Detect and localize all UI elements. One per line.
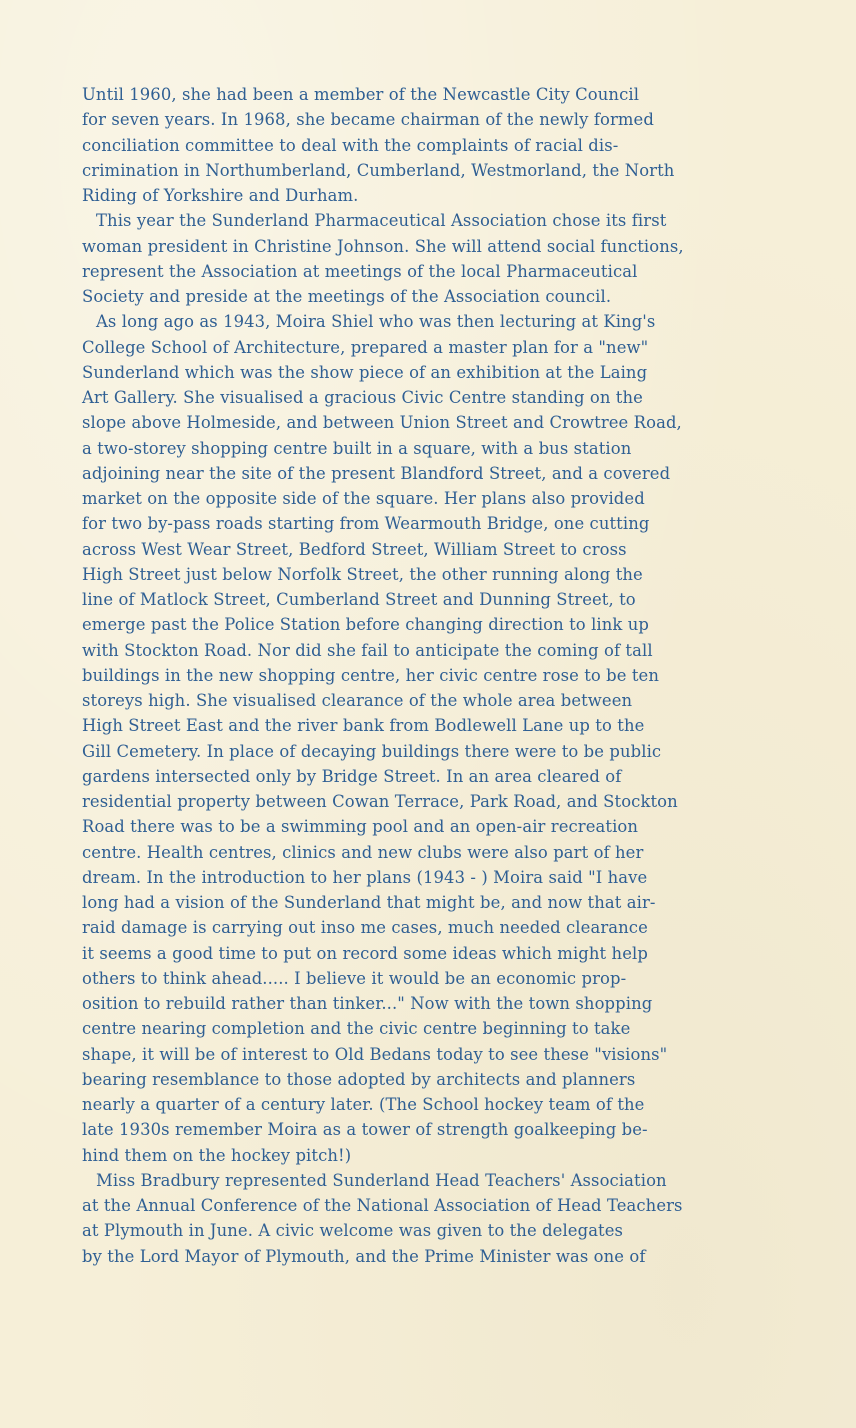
text-line: College School of Architecture, prepared a master plan for a "new" <box>82 337 649 357</box>
text-line: at Plymouth in June. A civic welcome was given to the delegates <box>82 1221 624 1241</box>
text-line: line of Matlock Street, Cumberland Street and Dunning Street, to <box>82 590 636 609</box>
text-line: osition to rebuild rather than tinker..." Now with the town shopping <box>82 994 653 1013</box>
text-line: across West Wear Street, Bedford Street, William Street to cross <box>82 539 627 559</box>
text-line: bearing resemblance to those adopted by architects and planners <box>82 1069 636 1089</box>
text-line: Riding of Yorkshire and Durham. <box>82 186 359 205</box>
text-line: crimination in Northumberland, Cumberland, Westmorland, the North <box>82 160 675 180</box>
text-line: Art Gallery. She visualised a gracious Civic Centre standing on the <box>82 388 643 407</box>
text-line: adjoining near the site of the present Blandford Street, and a covered <box>82 463 671 483</box>
text-line: hind them on the hockey pitch!) <box>82 1145 352 1165</box>
text-line: emerge past the Police Station before changing direction to link up <box>82 615 649 635</box>
text-line: dream. In the introduction to her plans (1943 - ) Moira said "I have <box>82 867 648 887</box>
text-line: with Stockton Road. Nor did she fail to anticipate the coming of tall <box>82 640 653 660</box>
text-line: conciliation committee to deal with the complaints of racial dis- <box>82 135 619 155</box>
text-line: Until 1960, she had been a member of the Newcastle City Council <box>82 85 640 104</box>
text-line: Gill Cemetery. In place of decaying buildings there were to be public <box>82 741 662 761</box>
text-line: others to think ahead..... I believe it would be an economic prop- <box>82 968 627 988</box>
text-line: Sunderland which was the show piece of an exhibition at the Laing <box>82 362 648 382</box>
text-line: market on the opposite side of the square. Her plans also provided <box>82 489 645 508</box>
text-line: by the Lord Mayor of Plymouth, and the Prime Minister was one of <box>82 1246 646 1266</box>
text-line: centre. Health centres, clinics and new clubs were also part of her <box>82 842 644 862</box>
text-line: centre nearing completion and the civic centre beginning to take <box>82 1019 631 1039</box>
text-line: Miss Bradbury represented Sunderland Head Teachers' Association <box>96 1170 667 1190</box>
text-line: shape, it will be of interest to Old Bedans today to see these "visions" <box>82 1044 668 1064</box>
text-line: at the Annual Conference of the National Association of Head Teachers <box>82 1196 683 1215</box>
text-line: a two-storey shopping centre built in a square, with a bus station <box>82 438 632 458</box>
text-line: High Street just below Norfolk Street, the other running along the <box>82 564 643 584</box>
text-line: represent the Association at meetings of the local Pharmaceutical <box>82 261 638 281</box>
text-line: woman president in Christine Johnson. She will attend social functions, <box>82 236 684 256</box>
text-line: Society and preside at the meetings of the Association council. <box>82 287 612 306</box>
text-line: long had a vision of the Sunderland that might be, and now that air- <box>82 893 656 912</box>
text-line: raid damage is carrying out inso me cases, much needed clearance <box>82 918 648 938</box>
text-line: As long ago as 1943, Moira Shiel who was then lecturing at King's <box>96 312 656 332</box>
text-line: High Street East and the river bank from Bodlewell Lane up to the <box>82 716 645 736</box>
text-line: slope above Holmeside, and between Union Street and Crowtree Road, <box>82 413 682 433</box>
body-text <box>82 82 792 1269</box>
text-line: buildings in the new shopping centre, her civic centre rose to be ten <box>82 665 660 685</box>
text-line: residential property between Cowan Terrace, Park Road, and Stockton <box>82 792 678 811</box>
text-line: This year the Sunderland Pharmaceutical Association chose its first <box>96 211 667 231</box>
text-line: nearly a quarter of a century later. (The School hockey team of the <box>82 1095 645 1114</box>
text-line: storeys high. She visualised clearance of the whole area between <box>82 691 633 710</box>
text-line: for seven years. In 1968, she became chairman of the newly formed <box>82 110 654 130</box>
text-line: Road there was to be a swimming pool and an open-air recreation <box>82 817 639 837</box>
text-line: it seems a good time to put on record some ideas which might help <box>82 943 648 963</box>
text-line: for two by-pass roads starting from Wearmouth Bridge, one cutting <box>82 514 650 534</box>
text-line: gardens intersected only by Bridge Street. In an area cleared of <box>82 766 622 786</box>
text-line: late 1930s remember Moira as a tower of strength goalkeeping be- <box>82 1120 648 1140</box>
